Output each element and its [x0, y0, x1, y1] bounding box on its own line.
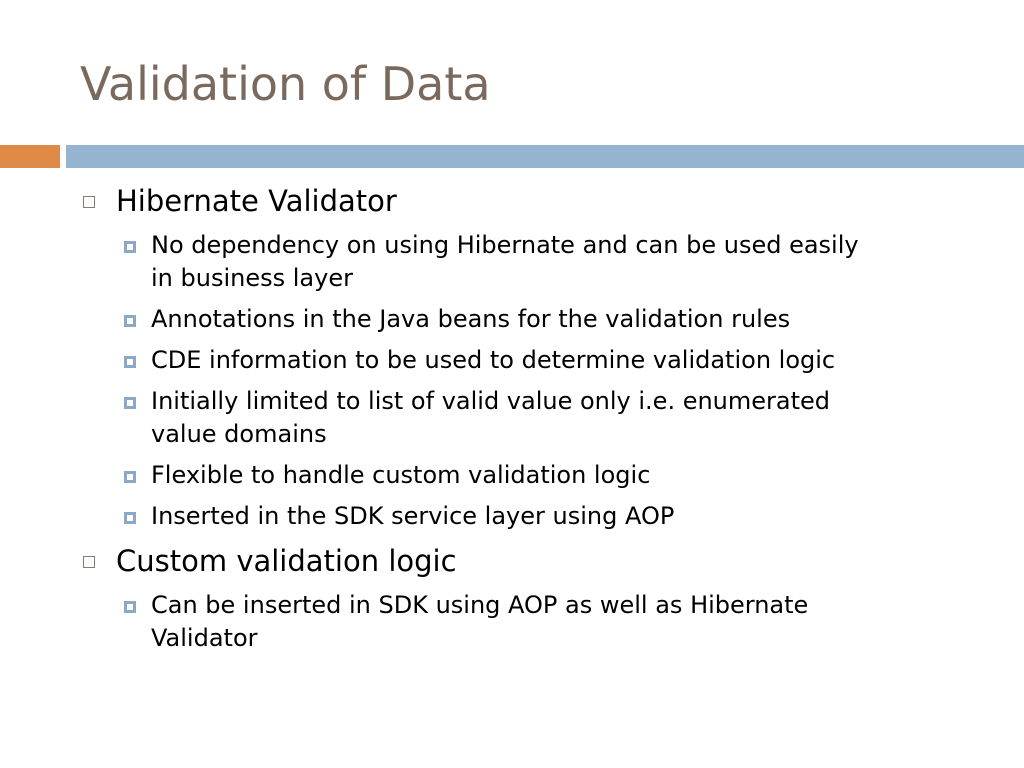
- hollow-square-bullet-icon: [83, 556, 95, 568]
- title-divider-bar: [66, 145, 1024, 168]
- title-accent-bar: [0, 145, 60, 168]
- sub-bullet-line: Inserted in the SDK service layer using AOP: [151, 502, 675, 530]
- sub-bullet-line: CDE information to be used to determine validation logic: [151, 346, 836, 374]
- sub-bullet-text: [151, 589, 991, 655]
- sub-bullet-line: Annotations in the Java beans for the validation rules: [151, 305, 791, 333]
- square-bullet-icon: [124, 241, 136, 253]
- hollow-square-bullet-icon: [83, 196, 95, 208]
- sub-bullet-text: [151, 385, 991, 451]
- sub-bullet-line: Initially limited to list of valid value only i.e. enumerated: [151, 387, 831, 415]
- sub-bullet-text: [151, 500, 991, 533]
- sub-bullet-text: [151, 459, 991, 492]
- bullet-text: Custom validation logic: [116, 544, 457, 578]
- sub-bullet-line: Can be inserted in SDK using AOP as well as Hibernate: [151, 591, 809, 619]
- slide-title: Validation of Data: [80, 57, 491, 111]
- square-bullet-icon: [124, 397, 136, 409]
- sub-bullet-line: Validator: [151, 624, 258, 652]
- sub-bullet-line: value domains: [151, 420, 327, 448]
- sub-bullet-text: [151, 229, 991, 295]
- square-bullet-icon: [124, 315, 136, 327]
- square-bullet-icon: [124, 356, 136, 368]
- square-bullet-icon: [124, 512, 136, 524]
- sub-bullet-line: Flexible to handle custom validation logic: [151, 461, 651, 489]
- sub-bullet-line: No dependency on using Hibernate and can be used easily: [151, 231, 859, 259]
- bullet-text: Hibernate Validator: [116, 184, 397, 218]
- sub-bullet-text: [151, 344, 991, 377]
- square-bullet-icon: [124, 471, 136, 483]
- square-bullet-icon: [124, 601, 136, 613]
- sub-bullet-line: in business layer: [151, 264, 353, 292]
- sub-bullet-text: [151, 303, 991, 336]
